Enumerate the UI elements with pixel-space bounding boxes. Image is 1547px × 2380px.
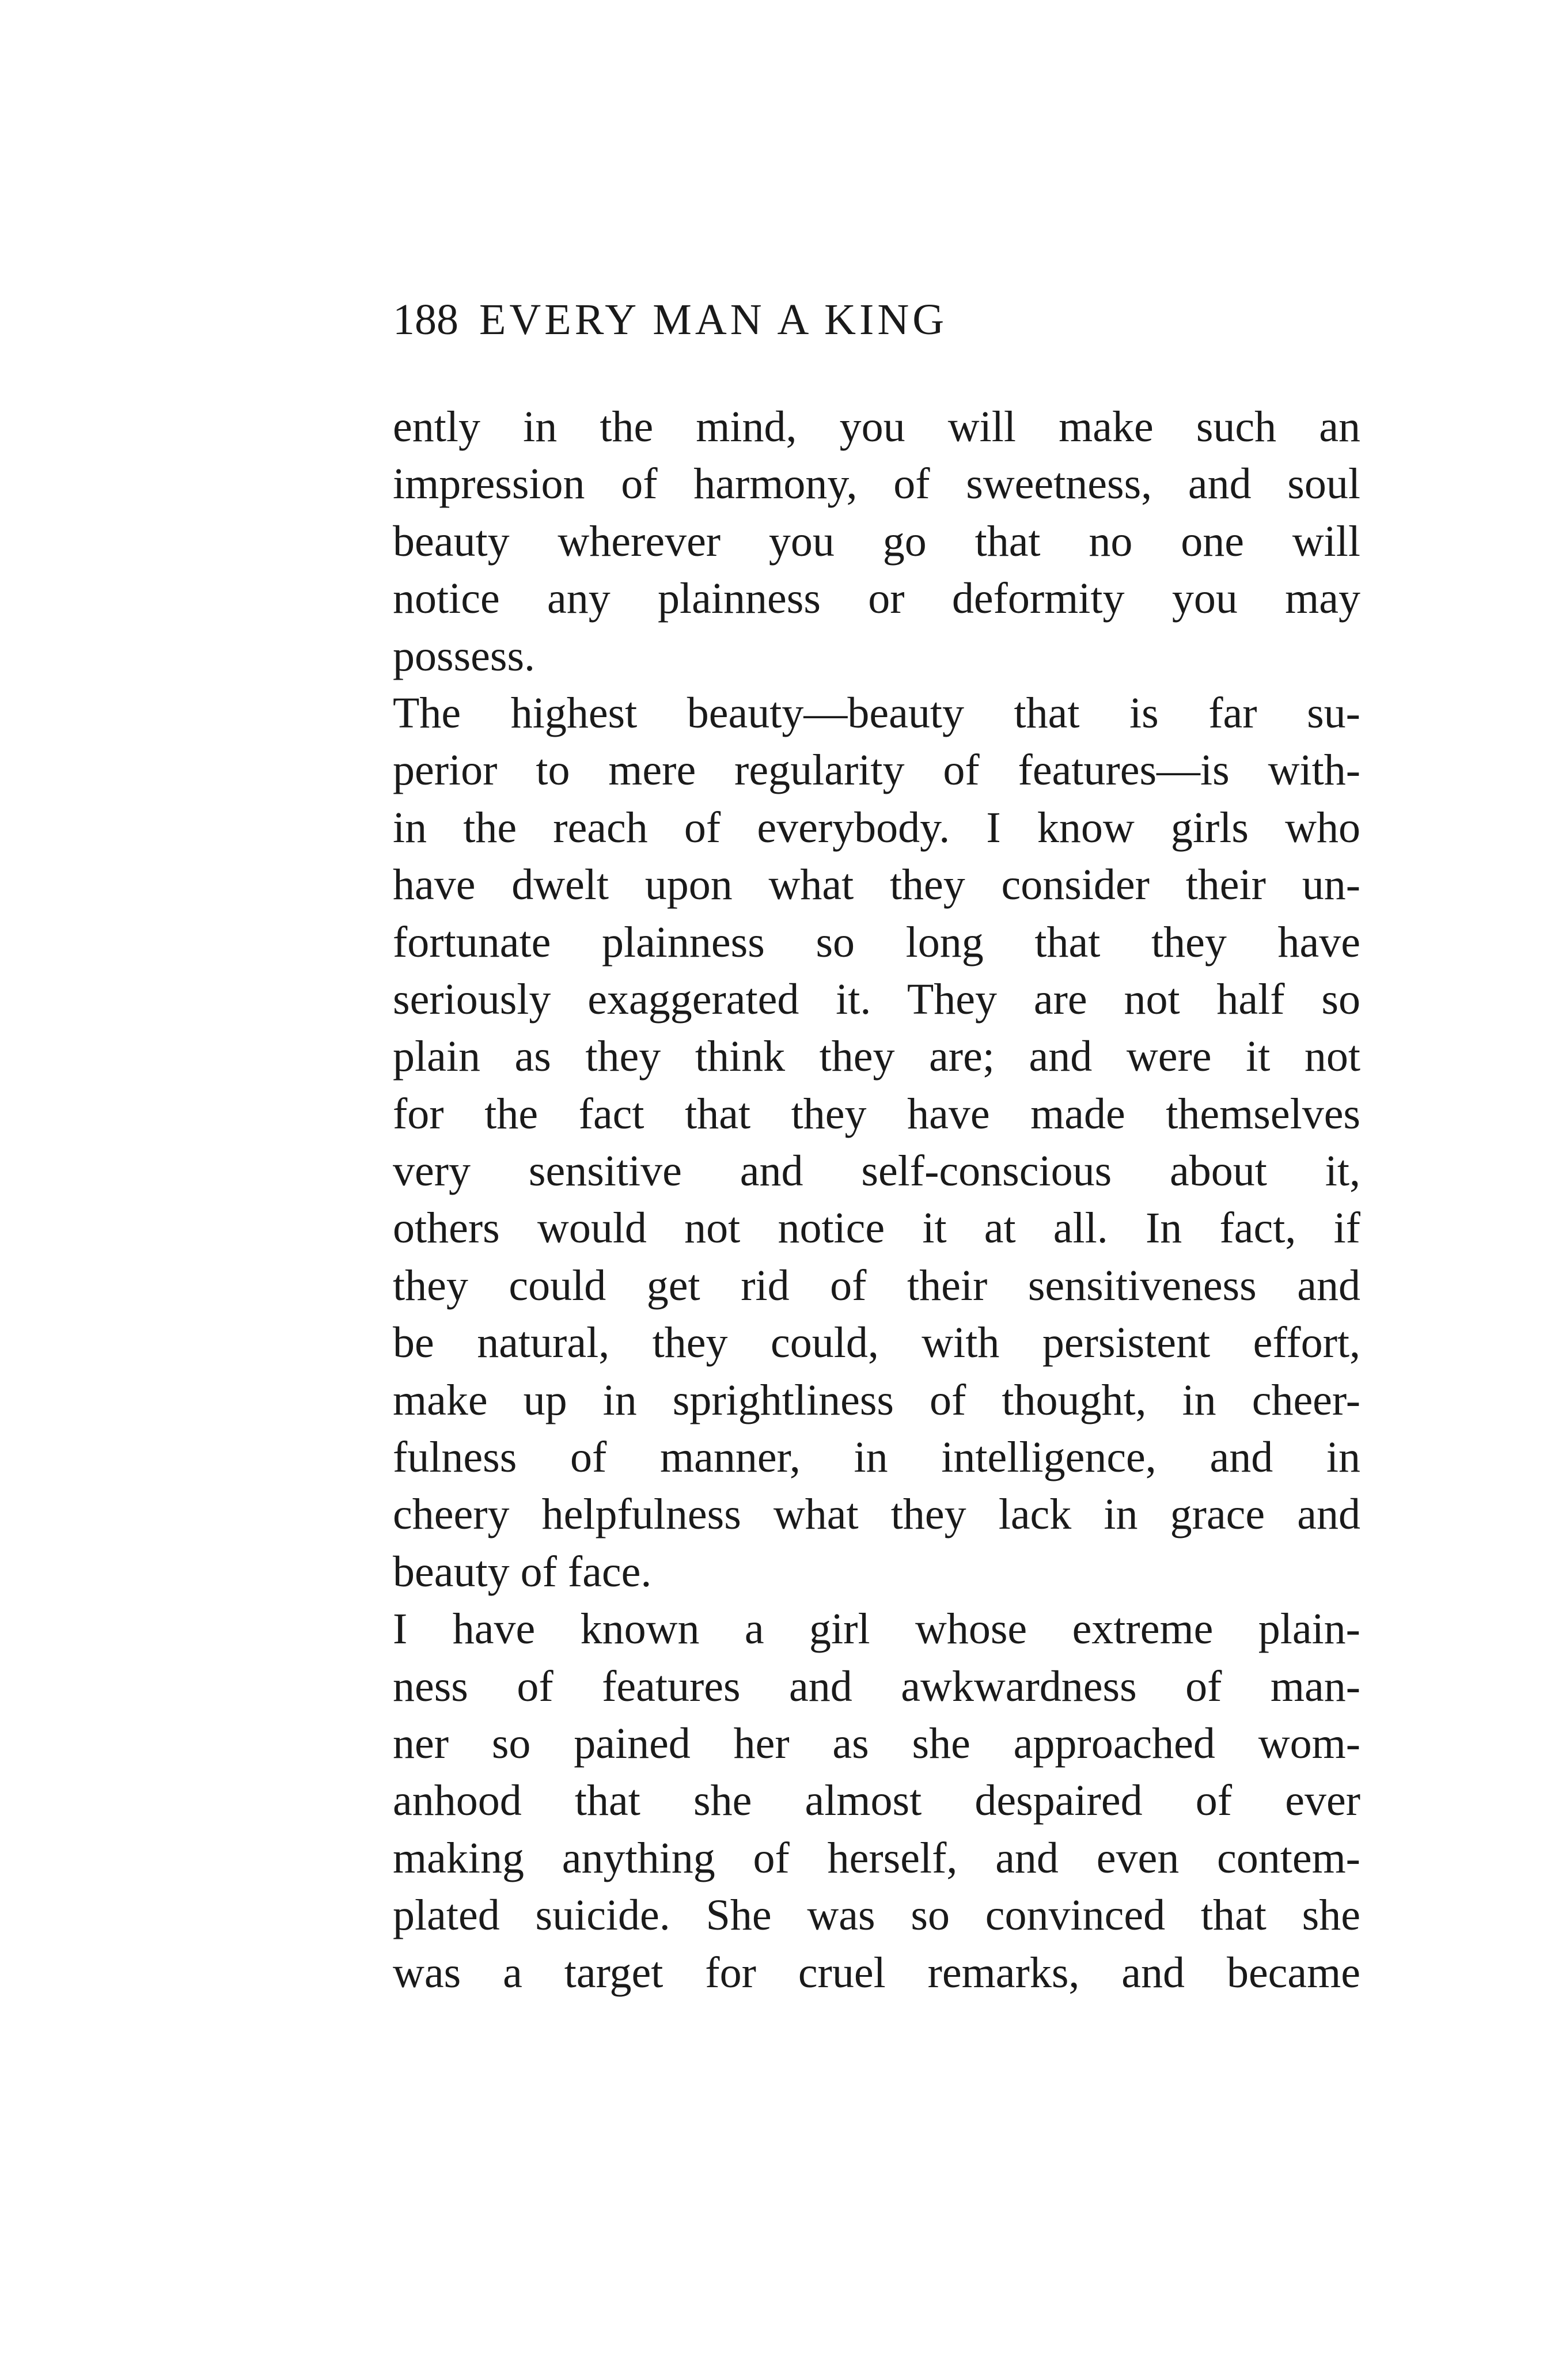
text-line: perior to mere regularity of features—is with- [393,746,1360,795]
text-line: be natural, they could, with persistent effort, [393,1318,1360,1367]
text-line: impression of harmony, of sweetness, and soul [393,460,1360,509]
text-line: cheery helpfulness what they lack in grace and [393,1490,1360,1539]
text-line: plated suicide. She was so convinced that she [393,1891,1360,1940]
body-text [393,399,1360,2002]
text-line: ner so pained her as she approached wom- [393,1719,1360,1768]
text-line: very sensitive and self-conscious about it, [393,1147,1360,1196]
page-header [393,291,1176,348]
text-line: plain as they think they are; and were it not [393,1032,1360,1081]
text-line: make up in sprightliness of thought, in cheer- [393,1375,1360,1424]
text-line: others would not notice it at all. In fact, if [393,1204,1360,1253]
text-line: beauty of face. [393,1547,652,1596]
text-line: in the reach of everybody. I know girls who [393,803,1360,852]
text-line: they could get rid of their sensitiveness and [393,1261,1360,1310]
text-line: have dwelt upon what they consider their un- [393,861,1360,909]
page-number: 188 [393,295,458,344]
text-line: ently in the mind, you will make such an [393,403,1360,451]
text-line: notice any plainness or deformity you may [393,574,1360,623]
text-line: ness of features and awkwardness of man- [393,1662,1360,1711]
text-line: fortunate plainness so long that they have [393,918,1360,967]
text-line: I have known a girl whose extreme plain- [393,1605,1360,1654]
text-line: making anything of herself, and even contem- [393,1833,1360,1882]
text-line: possess. [393,631,536,680]
text-line: for the fact that they have made themselves [393,1089,1360,1138]
text-line: fulness of manner, in intelligence, and in [393,1433,1360,1482]
text-line: The highest beauty—beauty that is far su- [393,688,1360,737]
text-line: anhood that she almost despaired of ever [393,1776,1360,1825]
text-line: was a target for cruel remarks, and became [393,1948,1360,1997]
text-line: beauty wherever you go that no one will [393,517,1360,566]
text-line: seriously exaggerated it. They are not half so [393,975,1360,1024]
running-title: EVERY MAN A KING [479,295,948,344]
